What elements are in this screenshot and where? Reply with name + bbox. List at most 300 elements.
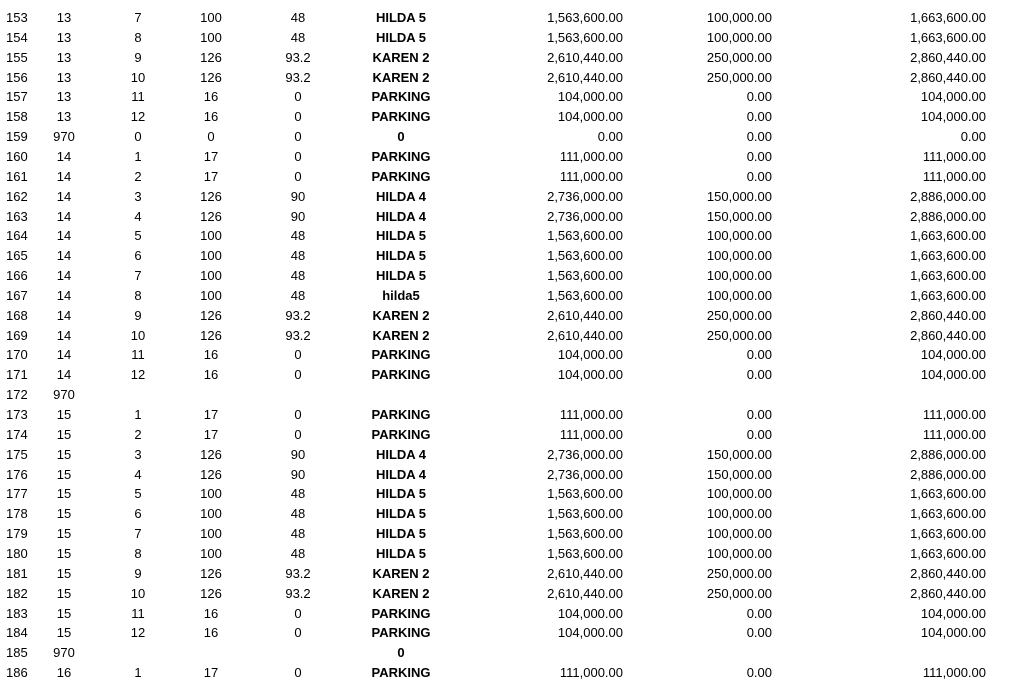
- row-number-cell[interactable]: 177: [6, 486, 28, 502]
- extra-area-cell[interactable]: 48: [290, 506, 306, 522]
- row-number-cell[interactable]: 165: [6, 248, 28, 264]
- unit-cell[interactable]: 10: [130, 327, 146, 343]
- area-cell[interactable]: 16: [203, 625, 219, 641]
- unit-cell[interactable]: 9: [134, 49, 142, 65]
- block-cell[interactable]: 14: [56, 228, 72, 244]
- extra-area-cell[interactable]: 48: [290, 287, 306, 303]
- total-price-cell[interactable]: 111,000.00: [922, 426, 986, 442]
- table-row[interactable]: [0, 623, 1009, 643]
- unit-type-cell[interactable]: PARKING: [371, 605, 431, 621]
- additional-cell[interactable]: 250,000.00: [706, 49, 772, 65]
- base-price-cell[interactable]: 2,610,440.00: [547, 327, 623, 343]
- block-cell[interactable]: 14: [56, 188, 72, 204]
- total-price-cell[interactable]: 111,000.00: [922, 665, 986, 681]
- base-price-cell[interactable]: 104,000.00: [557, 347, 623, 363]
- row-number-cell[interactable]: 154: [6, 29, 28, 45]
- total-price-cell[interactable]: 2,886,000.00: [910, 188, 986, 204]
- additional-cell[interactable]: 150,000.00: [706, 466, 772, 482]
- additional-cell[interactable]: 100,000.00: [706, 228, 772, 244]
- extra-area-cell[interactable]: 0: [294, 407, 302, 422]
- area-cell[interactable]: 126: [200, 327, 222, 343]
- total-price-cell[interactable]: 104,000.00: [920, 625, 986, 641]
- unit-type-cell[interactable]: hilda5: [382, 287, 420, 303]
- total-price-cell[interactable]: 2,886,000.00: [910, 466, 986, 482]
- block-cell[interactable]: 14: [56, 168, 72, 184]
- unit-type-cell[interactable]: HILDA 5: [375, 248, 427, 264]
- row-number-cell[interactable]: 173: [6, 407, 28, 422]
- unit-type-cell[interactable]: KAREN 2: [372, 327, 430, 343]
- additional-cell[interactable]: 100,000.00: [706, 268, 772, 284]
- total-price-cell[interactable]: 2,860,440.00: [910, 307, 986, 323]
- unit-cell[interactable]: 12: [130, 367, 146, 383]
- table-row[interactable]: [0, 365, 1009, 385]
- total-price-cell[interactable]: 1,663,600.00: [910, 29, 986, 45]
- unit-type-cell[interactable]: HILDA 5: [375, 228, 427, 244]
- block-cell[interactable]: 15: [56, 526, 72, 542]
- unit-type-cell[interactable]: KAREN 2: [372, 49, 430, 65]
- base-price-cell[interactable]: 2,736,000.00: [547, 188, 623, 204]
- row-number-cell[interactable]: 174: [6, 426, 28, 442]
- additional-cell[interactable]: 250,000.00: [706, 327, 772, 343]
- block-cell[interactable]: 13: [56, 109, 72, 125]
- block-cell[interactable]: 13: [56, 10, 72, 25]
- block-cell[interactable]: 14: [56, 148, 72, 164]
- area-cell[interactable]: 17: [203, 426, 219, 442]
- area-cell[interactable]: 126: [200, 446, 222, 462]
- area-cell[interactable]: 16: [203, 89, 219, 105]
- row-number-cell[interactable]: 157: [6, 89, 28, 105]
- area-cell[interactable]: 126: [200, 307, 222, 323]
- base-price-cell[interactable]: 104,000.00: [557, 367, 623, 383]
- table-row[interactable]: [0, 385, 1009, 405]
- additional-cell[interactable]: 100,000.00: [706, 545, 772, 561]
- base-price-cell[interactable]: 1,563,600.00: [547, 506, 623, 522]
- extra-area-cell[interactable]: 48: [290, 268, 306, 284]
- total-price-cell[interactable]: 111,000.00: [922, 407, 986, 422]
- unit-type-cell[interactable]: PARKING: [371, 168, 431, 184]
- base-price-cell[interactable]: 0.00: [597, 129, 623, 145]
- extra-area-cell[interactable]: 0: [294, 347, 302, 363]
- area-cell[interactable]: 100: [200, 268, 222, 284]
- total-price-cell[interactable]: 111,000.00: [922, 148, 986, 164]
- table-row[interactable]: [0, 306, 1009, 326]
- area-cell[interactable]: 100: [200, 29, 222, 45]
- total-price-cell[interactable]: 111,000.00: [922, 168, 986, 184]
- block-cell[interactable]: 14: [56, 268, 72, 284]
- area-cell[interactable]: 16: [203, 109, 219, 125]
- extra-area-cell[interactable]: 93.2: [285, 327, 311, 343]
- area-cell[interactable]: 16: [203, 347, 219, 363]
- table-row[interactable]: [0, 68, 1009, 88]
- area-cell[interactable]: 100: [200, 10, 222, 25]
- row-number-cell[interactable]: 155: [6, 49, 28, 65]
- unit-cell[interactable]: 11: [131, 89, 145, 105]
- unit-type-cell[interactable]: PARKING: [371, 148, 431, 164]
- table-row[interactable]: [0, 48, 1009, 68]
- extra-area-cell[interactable]: 93.2: [285, 307, 311, 323]
- additional-cell[interactable]: 150,000.00: [706, 188, 772, 204]
- unit-cell[interactable]: 6: [134, 248, 142, 264]
- table-row[interactable]: [0, 147, 1009, 167]
- additional-cell[interactable]: 250,000.00: [706, 307, 772, 323]
- block-cell[interactable]: 15: [56, 625, 72, 641]
- base-price-cell[interactable]: 2,610,440.00: [547, 49, 623, 65]
- extra-area-cell[interactable]: 0: [294, 367, 302, 383]
- area-cell[interactable]: 126: [200, 208, 222, 224]
- additional-cell[interactable]: 150,000.00: [706, 446, 772, 462]
- additional-cell[interactable]: 250,000.00: [706, 585, 772, 601]
- block-cell[interactable]: 15: [56, 605, 72, 621]
- block-cell[interactable]: 14: [56, 327, 72, 343]
- base-price-cell[interactable]: 1,563,600.00: [547, 287, 623, 303]
- additional-cell[interactable]: 0.00: [746, 367, 772, 383]
- area-cell[interactable]: 100: [200, 248, 222, 264]
- area-cell[interactable]: 100: [200, 287, 222, 303]
- area-cell[interactable]: 17: [203, 665, 219, 681]
- table-row[interactable]: [0, 604, 1009, 624]
- base-price-cell[interactable]: 111,000.00: [559, 426, 623, 442]
- block-cell[interactable]: 15: [56, 446, 72, 462]
- table-row[interactable]: [0, 643, 1009, 663]
- block-cell[interactable]: 15: [56, 506, 72, 522]
- base-price-cell[interactable]: 1,563,600.00: [547, 29, 623, 45]
- table-row[interactable]: [0, 663, 1009, 683]
- unit-type-cell[interactable]: PARKING: [371, 347, 431, 363]
- additional-cell[interactable]: 0.00: [746, 109, 772, 125]
- area-cell[interactable]: 126: [200, 188, 222, 204]
- table-row[interactable]: [0, 405, 1009, 425]
- extra-area-cell[interactable]: 48: [290, 545, 306, 561]
- table-row[interactable]: [0, 425, 1009, 445]
- additional-cell[interactable]: 0.00: [746, 168, 772, 184]
- area-cell[interactable]: 0: [207, 129, 215, 145]
- area-cell[interactable]: 100: [200, 486, 222, 502]
- base-price-cell[interactable]: 104,000.00: [557, 89, 623, 105]
- table-row[interactable]: [0, 127, 1009, 147]
- area-cell[interactable]: 16: [203, 367, 219, 383]
- block-cell[interactable]: 14: [56, 347, 72, 363]
- additional-cell[interactable]: 250,000.00: [706, 565, 772, 581]
- table-row[interactable]: [0, 524, 1009, 544]
- unit-cell[interactable]: 8: [134, 29, 142, 45]
- unit-type-cell[interactable]: HILDA 5: [375, 506, 427, 522]
- block-cell[interactable]: 14: [56, 287, 72, 303]
- row-number-cell[interactable]: 167: [6, 287, 28, 303]
- total-price-cell[interactable]: 1,663,600.00: [910, 228, 986, 244]
- row-number-cell[interactable]: 185: [6, 645, 28, 661]
- total-price-cell[interactable]: 1,663,600.00: [910, 486, 986, 502]
- unit-type-cell[interactable]: PARKING: [371, 89, 431, 105]
- additional-cell[interactable]: 100,000.00: [706, 486, 772, 502]
- area-cell[interactable]: 126: [200, 585, 222, 601]
- base-price-cell[interactable]: 111,000.00: [559, 148, 623, 164]
- block-cell[interactable]: 970: [53, 387, 75, 403]
- row-number-cell[interactable]: 158: [6, 109, 28, 125]
- block-cell[interactable]: 14: [56, 208, 72, 224]
- unit-cell[interactable]: 4: [134, 208, 142, 224]
- extra-area-cell[interactable]: 0: [294, 148, 302, 164]
- extra-area-cell[interactable]: 93.2: [285, 585, 311, 601]
- base-price-cell[interactable]: 2,610,440.00: [547, 565, 623, 581]
- unit-type-cell[interactable]: PARKING: [371, 407, 431, 422]
- total-price-cell[interactable]: 1,663,600.00: [910, 268, 986, 284]
- extra-area-cell[interactable]: 0: [294, 89, 302, 105]
- unit-cell[interactable]: 8: [134, 287, 142, 303]
- additional-cell[interactable]: 100,000.00: [706, 248, 772, 264]
- unit-type-cell[interactable]: HILDA 5: [375, 486, 427, 502]
- total-price-cell[interactable]: 2,860,440.00: [910, 69, 986, 85]
- block-cell[interactable]: 970: [53, 129, 75, 145]
- total-price-cell[interactable]: 0.00: [960, 129, 986, 145]
- unit-cell[interactable]: 10: [130, 585, 146, 601]
- unit-cell[interactable]: 5: [134, 486, 142, 502]
- table-row[interactable]: [0, 28, 1009, 48]
- area-cell[interactable]: 100: [200, 526, 222, 542]
- table-row[interactable]: [0, 226, 1009, 246]
- block-cell[interactable]: 15: [56, 545, 72, 561]
- unit-cell[interactable]: 3: [134, 188, 142, 204]
- row-number-cell[interactable]: 156: [6, 69, 28, 85]
- extra-area-cell[interactable]: 90: [290, 188, 306, 204]
- block-cell[interactable]: 13: [56, 29, 72, 45]
- block-cell[interactable]: 15: [56, 585, 72, 601]
- row-number-cell[interactable]: 178: [6, 506, 28, 522]
- unit-type-cell[interactable]: KAREN 2: [372, 585, 430, 601]
- table-row[interactable]: [0, 107, 1009, 127]
- extra-area-cell[interactable]: 0: [294, 168, 302, 184]
- block-cell[interactable]: 13: [56, 69, 72, 85]
- row-number-cell[interactable]: 162: [6, 188, 28, 204]
- extra-area-cell[interactable]: 90: [290, 466, 306, 482]
- table-row[interactable]: [0, 167, 1009, 187]
- row-number-cell[interactable]: 186: [6, 665, 28, 681]
- additional-cell[interactable]: 0.00: [746, 625, 772, 641]
- area-cell[interactable]: 17: [203, 148, 219, 164]
- table-row[interactable]: [0, 87, 1009, 107]
- row-number-cell[interactable]: 172: [6, 387, 28, 403]
- extra-area-cell[interactable]: 48: [290, 10, 306, 25]
- block-cell[interactable]: 15: [56, 407, 72, 422]
- additional-cell[interactable]: 100,000.00: [706, 287, 772, 303]
- additional-cell[interactable]: 100,000.00: [706, 526, 772, 542]
- base-price-cell[interactable]: 1,563,600.00: [547, 545, 623, 561]
- total-price-cell[interactable]: 2,860,440.00: [910, 585, 986, 601]
- block-cell[interactable]: 14: [56, 307, 72, 323]
- additional-cell[interactable]: 0.00: [746, 129, 772, 145]
- block-cell[interactable]: 15: [56, 565, 72, 581]
- base-price-cell[interactable]: 2,736,000.00: [547, 208, 623, 224]
- block-cell[interactable]: 13: [56, 89, 72, 105]
- unit-cell[interactable]: 9: [134, 565, 142, 581]
- row-number-cell[interactable]: 171: [6, 367, 28, 383]
- unit-type-cell[interactable]: HILDA 5: [375, 545, 427, 561]
- extra-area-cell[interactable]: 0: [294, 605, 302, 621]
- extra-area-cell[interactable]: 0: [294, 625, 302, 641]
- area-cell[interactable]: 16: [203, 605, 219, 621]
- area-cell[interactable]: 100: [200, 228, 222, 244]
- row-number-cell[interactable]: 170: [6, 347, 28, 363]
- additional-cell[interactable]: 0.00: [746, 347, 772, 363]
- total-price-cell[interactable]: 104,000.00: [920, 109, 986, 125]
- unit-cell[interactable]: 2: [134, 426, 142, 442]
- additional-cell[interactable]: 0.00: [746, 407, 772, 422]
- total-price-cell[interactable]: 1,663,600.00: [910, 10, 986, 25]
- unit-cell[interactable]: 11: [131, 347, 145, 363]
- area-cell[interactable]: 17: [203, 168, 219, 184]
- unit-cell[interactable]: 1: [134, 407, 142, 422]
- unit-type-cell[interactable]: PARKING: [371, 625, 431, 641]
- base-price-cell[interactable]: 2,610,440.00: [547, 307, 623, 323]
- extra-area-cell[interactable]: 90: [290, 208, 306, 224]
- total-price-cell[interactable]: 2,860,440.00: [910, 327, 986, 343]
- area-cell[interactable]: 126: [200, 49, 222, 65]
- unit-type-cell[interactable]: 0: [397, 129, 405, 145]
- unit-type-cell[interactable]: PARKING: [371, 109, 431, 125]
- row-number-cell[interactable]: 153: [6, 10, 28, 25]
- additional-cell[interactable]: 100,000.00: [706, 10, 772, 25]
- base-price-cell[interactable]: 1,563,600.00: [547, 486, 623, 502]
- total-price-cell[interactable]: 2,860,440.00: [910, 49, 986, 65]
- block-cell[interactable]: 14: [56, 367, 72, 383]
- unit-cell[interactable]: 11: [131, 605, 145, 621]
- unit-type-cell[interactable]: HILDA 4: [375, 208, 427, 224]
- row-number-cell[interactable]: 160: [6, 148, 28, 164]
- unit-type-cell[interactable]: KAREN 2: [372, 565, 430, 581]
- extra-area-cell[interactable]: 0: [294, 129, 302, 145]
- additional-cell[interactable]: 0.00: [746, 148, 772, 164]
- unit-type-cell[interactable]: PARKING: [371, 367, 431, 383]
- unit-type-cell[interactable]: HILDA 4: [375, 466, 427, 482]
- block-cell[interactable]: 15: [56, 466, 72, 482]
- base-price-cell[interactable]: 1,563,600.00: [547, 10, 623, 25]
- unit-cell[interactable]: 7: [134, 268, 142, 284]
- row-number-cell[interactable]: 168: [6, 307, 28, 323]
- base-price-cell[interactable]: 111,000.00: [559, 665, 623, 681]
- table-row[interactable]: [0, 246, 1009, 266]
- table-row[interactable]: [0, 584, 1009, 604]
- extra-area-cell[interactable]: 93.2: [285, 69, 311, 85]
- row-number-cell[interactable]: 180: [6, 545, 28, 561]
- additional-cell[interactable]: 0.00: [746, 89, 772, 105]
- unit-type-cell[interactable]: HILDA 4: [375, 446, 427, 462]
- additional-cell[interactable]: 150,000.00: [706, 208, 772, 224]
- extra-area-cell[interactable]: 48: [290, 486, 306, 502]
- table-row[interactable]: [0, 8, 1009, 28]
- additional-cell[interactable]: 0.00: [746, 426, 772, 442]
- area-cell[interactable]: 100: [200, 545, 222, 561]
- row-number-cell[interactable]: 159: [6, 129, 28, 145]
- area-cell[interactable]: 126: [200, 565, 222, 581]
- total-price-cell[interactable]: 104,000.00: [920, 605, 986, 621]
- row-number-cell[interactable]: 166: [6, 268, 28, 284]
- table-row[interactable]: [0, 445, 1009, 465]
- total-price-cell[interactable]: 104,000.00: [920, 367, 986, 383]
- unit-cell[interactable]: 7: [134, 10, 142, 25]
- block-cell[interactable]: 16: [56, 665, 72, 681]
- total-price-cell[interactable]: 2,886,000.00: [910, 208, 986, 224]
- total-price-cell[interactable]: 1,663,600.00: [910, 287, 986, 303]
- unit-type-cell[interactable]: HILDA 5: [375, 268, 427, 284]
- unit-cell[interactable]: 12: [130, 109, 146, 125]
- extra-area-cell[interactable]: 48: [290, 228, 306, 244]
- additional-cell[interactable]: 0.00: [746, 665, 772, 681]
- unit-cell[interactable]: 8: [134, 545, 142, 561]
- unit-cell[interactable]: 3: [134, 446, 142, 462]
- extra-area-cell[interactable]: 48: [290, 29, 306, 45]
- row-number-cell[interactable]: 182: [6, 585, 28, 601]
- row-number-cell[interactable]: 161: [6, 168, 28, 184]
- extra-area-cell[interactable]: 90: [290, 446, 306, 462]
- unit-cell[interactable]: 0: [134, 129, 142, 145]
- unit-cell[interactable]: 12: [130, 625, 146, 641]
- additional-cell[interactable]: 100,000.00: [706, 506, 772, 522]
- unit-type-cell[interactable]: HILDA 4: [375, 188, 427, 204]
- base-price-cell[interactable]: 1,563,600.00: [547, 526, 623, 542]
- unit-type-cell[interactable]: HILDA 5: [375, 29, 427, 45]
- row-number-cell[interactable]: 183: [6, 605, 28, 621]
- table-row[interactable]: [0, 465, 1009, 485]
- area-cell[interactable]: 100: [200, 506, 222, 522]
- base-price-cell[interactable]: 2,736,000.00: [547, 446, 623, 462]
- table-row[interactable]: [0, 207, 1009, 227]
- unit-cell[interactable]: 10: [130, 69, 146, 85]
- row-number-cell[interactable]: 179: [6, 526, 28, 542]
- base-price-cell[interactable]: 104,000.00: [557, 625, 623, 641]
- block-cell[interactable]: 970: [53, 645, 75, 661]
- unit-cell[interactable]: 5: [134, 228, 142, 244]
- extra-area-cell[interactable]: 93.2: [285, 49, 311, 65]
- total-price-cell[interactable]: 1,663,600.00: [910, 248, 986, 264]
- unit-type-cell[interactable]: 0: [397, 645, 405, 661]
- row-number-cell[interactable]: 181: [6, 565, 28, 581]
- row-number-cell[interactable]: 184: [6, 625, 28, 641]
- total-price-cell[interactable]: 104,000.00: [920, 89, 986, 105]
- base-price-cell[interactable]: 1,563,600.00: [547, 228, 623, 244]
- base-price-cell[interactable]: 104,000.00: [557, 109, 623, 125]
- row-number-cell[interactable]: 164: [6, 228, 28, 244]
- block-cell[interactable]: 14: [56, 248, 72, 264]
- total-price-cell[interactable]: 1,663,600.00: [910, 506, 986, 522]
- row-number-cell[interactable]: 169: [6, 327, 28, 343]
- unit-cell[interactable]: 1: [134, 665, 142, 681]
- unit-type-cell[interactable]: KAREN 2: [372, 69, 430, 85]
- additional-cell[interactable]: 250,000.00: [706, 69, 772, 85]
- unit-type-cell[interactable]: HILDA 5: [375, 526, 427, 542]
- base-price-cell[interactable]: 2,610,440.00: [547, 585, 623, 601]
- base-price-cell[interactable]: 2,736,000.00: [547, 466, 623, 482]
- unit-type-cell[interactable]: PARKING: [371, 665, 431, 681]
- extra-area-cell[interactable]: 0: [294, 426, 302, 442]
- area-cell[interactable]: 17: [203, 407, 219, 422]
- block-cell[interactable]: 15: [56, 426, 72, 442]
- unit-cell[interactable]: 7: [134, 526, 142, 542]
- base-price-cell[interactable]: 1,563,600.00: [547, 268, 623, 284]
- row-number-cell[interactable]: 175: [6, 446, 28, 462]
- table-row[interactable]: [0, 544, 1009, 564]
- block-cell[interactable]: 13: [56, 49, 72, 65]
- unit-type-cell[interactable]: KAREN 2: [372, 307, 430, 323]
- area-cell[interactable]: 126: [200, 69, 222, 85]
- table-row[interactable]: [0, 484, 1009, 504]
- area-cell[interactable]: 126: [200, 466, 222, 482]
- extra-area-cell[interactable]: 48: [290, 526, 306, 542]
- unit-cell[interactable]: 9: [134, 307, 142, 323]
- table-row[interactable]: [0, 187, 1009, 207]
- base-price-cell[interactable]: 1,563,600.00: [547, 248, 623, 264]
- table-row[interactable]: [0, 326, 1009, 346]
- extra-area-cell[interactable]: 48: [290, 248, 306, 264]
- unit-cell[interactable]: 2: [134, 168, 142, 184]
